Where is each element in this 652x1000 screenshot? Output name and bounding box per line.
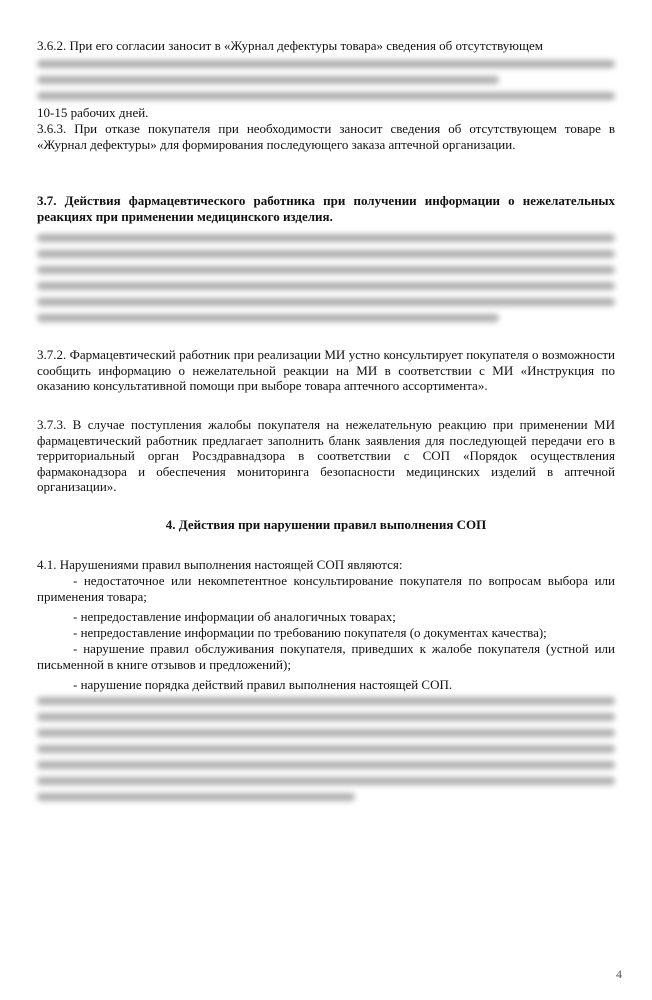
list-item: - непредоставление информации по требованию покупателя (о документах качества); — [73, 625, 547, 640]
section-3-7-3: 3.7.3. В случае поступления жалобы покупателя на нежелательную реакцию при применении МИ фармацевтический работник предлагает заполнить бланк заявления для последующей передачи его в территориальный орган Росздравнадзора в соответствии с СОП «Порядок осуществления фармаконадзора и обеспечения мониторинга безопасности медицинских изделий в аптечной организации». — [37, 417, 615, 494]
list-item: - непредоставление информации об аналогичных товарах; — [73, 609, 396, 624]
section-4-1: 4.1. Нарушениями правил выполнения настоящей СОП являются: — [37, 557, 403, 572]
section-3-7-2: 3.7.2. Фармацевтический работник при реализации МИ устно консультирует покупателя о возможности сообщить информацию о нежелательной реакции на МИ в соответствии с МИ «Инструкция по оказанию консультативной помощи при выборе товара аптечного ассортимента». — [37, 347, 615, 393]
section-3-7-heading: 3.7. Действия фармацевтического работника при получении информации о нежелательных реакциях при применении медицинского изделия. — [37, 193, 615, 224]
list-item: - нарушение правил обслуживания покупателя, приведших к жалобе покупателя (устной или письменной в книге отзывов и предложений); — [37, 641, 615, 672]
list-item: - недостаточное или некомпетентное консультирование покупателя по вопросам выбора или применения товара; — [37, 573, 615, 604]
redacted-text-block-1 — [37, 60, 615, 108]
section-3-6-2-tail: 10-15 рабочих дней. — [37, 105, 149, 120]
section-4-heading: 4. Действия при нарушении правил выполнения СОП — [165, 517, 487, 532]
section-3-6-3: 3.6.3. При отказе покупателя при необходимости заносит сведения об отсутствующем товаре в «Журнал дефектуры» для формирования последующего заказа аптечной организации. — [37, 121, 615, 152]
page-number: 4 — [616, 967, 622, 981]
list-item: - нарушение порядка действий правил выполнения настоящей СОП. — [73, 677, 453, 692]
redacted-text-block-3 — [37, 697, 615, 809]
section-3-6-2-first-line: 3.6.2. При его согласии заносит в «Журнал дефектуры товара» сведения об отсутствующем — [37, 38, 544, 53]
redacted-text-block-2 — [37, 234, 615, 330]
